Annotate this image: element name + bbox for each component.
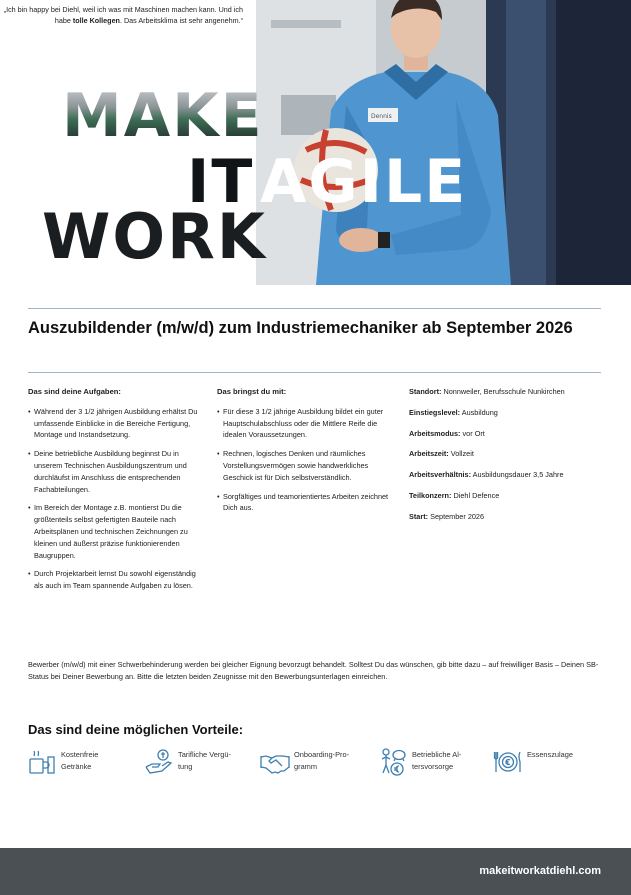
- slogan-agile: AGILE: [260, 147, 468, 217]
- pension-icon: [378, 747, 408, 777]
- fact-location: Standort: Nonnweiler, Berufsschule Nunkirchen: [409, 387, 565, 396]
- benefit-onboarding: Onboarding-Pro- gramm: [260, 747, 349, 777]
- benefit-pension: Betriebliche Al- tersvorsorge: [378, 747, 461, 777]
- tasks-heading: Das sind deine Aufgaben:: [28, 387, 121, 396]
- requirements-column: [217, 386, 397, 521]
- fact-work-mode: Arbeitsmodus: vor Ort: [409, 428, 485, 438]
- fact-entry-level: Einstiegslevel: Ausbildung: [409, 407, 498, 417]
- slogan-it: IT: [187, 147, 255, 217]
- apprentice-illustration: [256, 0, 631, 285]
- requirements-heading: Das bringst du mit:: [217, 387, 287, 396]
- svg-text:Dennis: Dennis: [371, 113, 392, 120]
- list-item: • Für diese 3 1/2 jährige Ausbildung bildet ein guter Hauptschulabschluss oder die Mittlere Reife die idealen Voraussetzungen.: [217, 406, 397, 441]
- fact-employment: Arbeitsverhältnis: Ausbildungsdauer 3,5 Jahre: [409, 470, 564, 480]
- footer-url-link[interactable]: makeitworkatdiehl.com: [479, 865, 601, 877]
- job-facts: [409, 386, 605, 532]
- hero-photo: [256, 0, 631, 285]
- fact-division: Teilkonzern: Diehl Defence: [409, 490, 500, 500]
- disability-note: Bewerber (m/w/d) mit einer Schwerbehinderung werden bei gleicher Eignung bevorzugt behandelt. Solltest Du das wünschen, gib bitte dazu – auf freiwilliger Basis – Deinen SB-Status bei Deiner Bewerbung an. Bitte die letzten beiden Zeugnisse mit den Bewerbungsunterlagen einreichen.: [28, 660, 599, 681]
- handshake-icon: [260, 747, 290, 777]
- list-item: • Sorgfältiges und teamorientiertes Arbeiten zeichnet Dich aus.: [217, 491, 397, 515]
- list-item: • Durch Projektarbeit lernst Du sowohl eigenständig als auch im Team spannende Aufgaben zu lösen.: [28, 568, 204, 592]
- footer: [0, 848, 631, 895]
- list-item: • Während der 3 1/2 jährigen Ausbildung erhältst Du umfassende Einblicke in die Bereiche Fertigung, Montage und Instandsetzung.: [28, 406, 204, 441]
- requirements-list: [217, 406, 397, 514]
- meal-icon: [493, 747, 523, 777]
- slogan-work: WORK: [42, 200, 267, 273]
- pay-icon: [144, 747, 174, 777]
- tasks-list: [28, 406, 204, 592]
- tasks-column: [28, 386, 204, 599]
- list-item: • Im Bereich der Montage z.B. montierst Du die größtenteils selbst gefertigten Bauteile nach Arbeitsplänen und technischen Zeichnungen zu kleinen und äußerst präzise funktionierenden Baugruppen.: [28, 502, 204, 561]
- benefit-drinks: Kostenfreie Getränke: [27, 747, 98, 777]
- divider-top: [28, 308, 601, 309]
- slogan-make: MAKE: [62, 81, 264, 151]
- testimonial-quote: „Ich bin happy bei Diehl, weil ich was mit Maschinen machen kann. Und ich habe tolle Kollegen. Das Arbeitsklima ist sehr angenehm.“: [3, 5, 243, 26]
- benefits-heading: Das sind deine möglichen Vorteile:: [28, 722, 244, 737]
- fact-work-time: Arbeitszeit: Vollzeit: [409, 449, 474, 459]
- fact-start: Start: September 2026: [409, 511, 485, 521]
- hero: [0, 0, 631, 285]
- job-title: Auszubildender (m/w/d) zum Industriemechaniker ab September 2026: [28, 319, 573, 337]
- benefit-meal: Essenszulage: [493, 747, 573, 777]
- benefit-pay: Tarifliche Vergü- tung: [144, 747, 231, 777]
- list-item: • Deine betriebliche Ausbildung beginnst Du in unserem Technischen Ausbildungszentrum und durchläufst im Anschluss die entsprechenden Fachabteilungen.: [28, 448, 204, 495]
- divider-bottom: [28, 372, 601, 373]
- drinks-icon: [27, 747, 57, 777]
- list-item: • Rechnen, logisches Denken und räumliches Vorstellungsvermögen sowie handwerkliches Geschick ist für Dich selbstverständlich.: [217, 448, 397, 483]
